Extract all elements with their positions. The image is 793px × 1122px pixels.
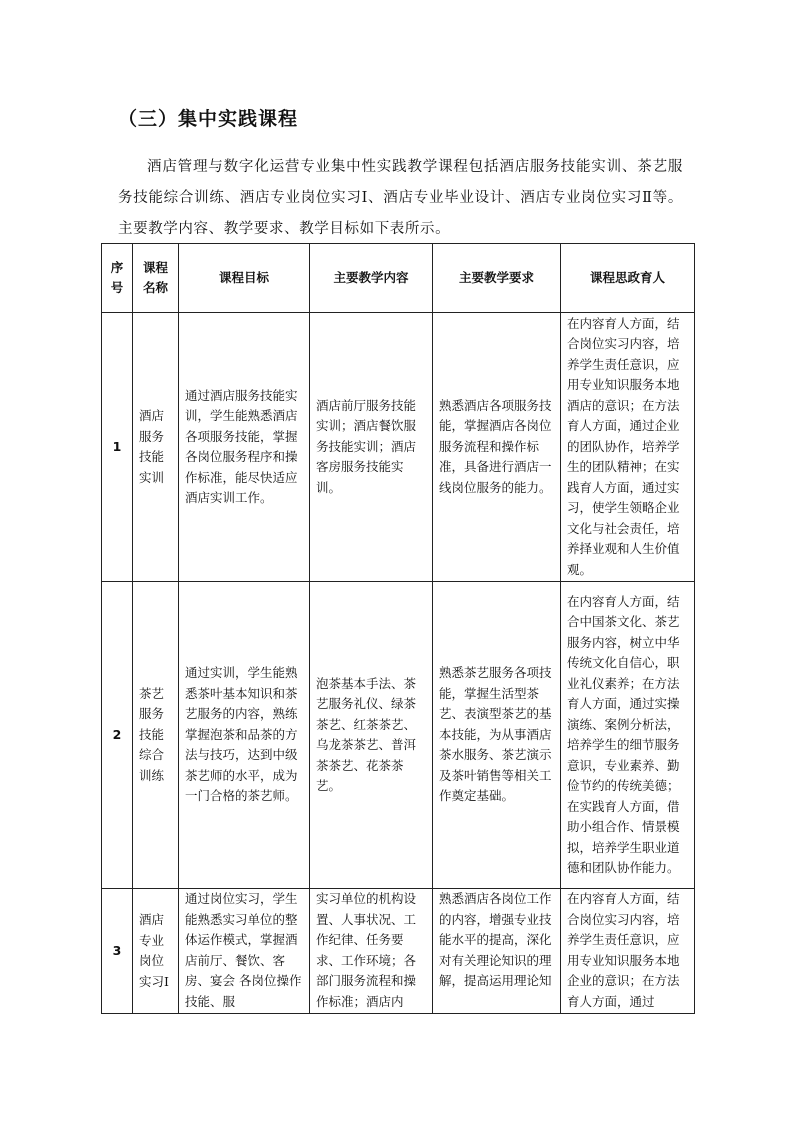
cell-name: 茶艺服务技能综合训练 <box>133 582 179 889</box>
header-ideology: 课程思政育人 <box>561 244 695 313</box>
intro-paragraph: 酒店管理与数字化运营专业集中性实践教学课程包括酒店服务技能实训、茶艺服务技能综合训练、酒店专业岗位实习Ⅰ、酒店专业毕业设计、酒店专业岗位实习Ⅱ等。主要教学内容、教学要求、教学目标如下表所示。 <box>118 159 683 237</box>
cell-name: 酒店服务技能实训 <box>133 313 179 582</box>
cell-ideology: 在内容育人方面，结合岗位实习内容，培养学生责任意识，应用专业知识服务本地酒店的意识；在方法育人方面，通过企业的团队协作，培养学生的团队精神；在实践育人方面，通过实习，使学生领略企业文化与社会责任，培养择业观和人生价值观。 <box>561 313 695 582</box>
table-row <box>102 313 695 582</box>
cell-requirement: 熟悉酒店各项服务技能，掌握酒店各岗位服务流程和操作标准，具备进行酒店一线岗位服务的能力。 <box>433 313 561 582</box>
cell-ideology: 在内容育人方面，结合中国茶文化、茶艺服务内容，树立中华传统文化自信心，职业礼仪素养；在方法育人方面，通过实操演练、案例分析法，培养学生的细节服务意识，专业素养、勤俭节约的传统美德；在实践育人方面，借助小组合作、情景模拟，培养学生职业道德和团队协作能力。 <box>561 582 695 889</box>
table-row <box>102 889 695 1014</box>
cell-ideology: 在内容育人方面，结合岗位实习内容，培养学生责任意识，应用专业知识服务本地企业的意识；在方法育人方面，通过 <box>561 889 695 1014</box>
cell-no: 1 <box>102 313 133 582</box>
cell-goal: 通过实训，学生能熟悉茶叶基本知识和茶艺服务的内容，熟练掌握泡茶和品茶的方法与技巧，达到中级茶艺师的水平，成为一门合格的茶艺师。 <box>179 582 310 889</box>
cell-requirement: 熟悉茶艺服务各项技能，掌握生活型茶艺、表演型茶艺的基本技能，为从事酒店茶水服务、茶艺演示及茶叶销售等相关工作奠定基础。 <box>433 582 561 889</box>
cell-no: 2 <box>102 582 133 889</box>
cell-goal: 通过岗位实习，学生能熟悉实习单位的整体运作模式，掌握酒店前厅、餐饮、客房、宴会 各岗位操作技能、服 <box>179 889 310 1014</box>
practice-course-table <box>101 243 695 1014</box>
cell-no: 3 <box>102 889 133 1014</box>
cell-content: 酒店前厅服务技能实训；酒店餐饮服务技能实训；酒店客房服务技能实训。 <box>310 313 433 582</box>
cell-content: 实习单位的机构设置、人事状况、工作纪律、任务要求、工作环境；各部门服务流程和操作标准；酒店内 <box>310 889 433 1014</box>
cell-content: 泡茶基本手法、茶艺服务礼仪、绿茶茶艺、红茶茶艺、乌龙茶茶艺、普洱茶茶艺、花茶茶艺。 <box>310 582 433 889</box>
header-content: 主要教学内容 <box>310 244 433 313</box>
table-row <box>102 582 695 889</box>
cell-goal: 通过酒店服务技能实训，学生能熟悉酒店各项服务技能，掌握各岗位服务程序和操作标准，能尽快适应酒店实训工作。 <box>179 313 310 582</box>
header-goal: 课程目标 <box>179 244 310 313</box>
header-requirement: 主要教学要求 <box>433 244 561 313</box>
table-header-row <box>102 244 695 313</box>
section-heading: （三）集中实践课程 <box>118 108 299 130</box>
header-no: 序号 <box>102 244 133 313</box>
header-name: 课程名称 <box>133 244 179 313</box>
cell-name: 酒店专业岗位实习Ⅰ <box>133 889 179 1014</box>
cell-requirement: 熟悉酒店各岗位工作的内容，增强专业技能水平的提高，深化对有关理论知识的理解，提高运用理论知 <box>433 889 561 1014</box>
